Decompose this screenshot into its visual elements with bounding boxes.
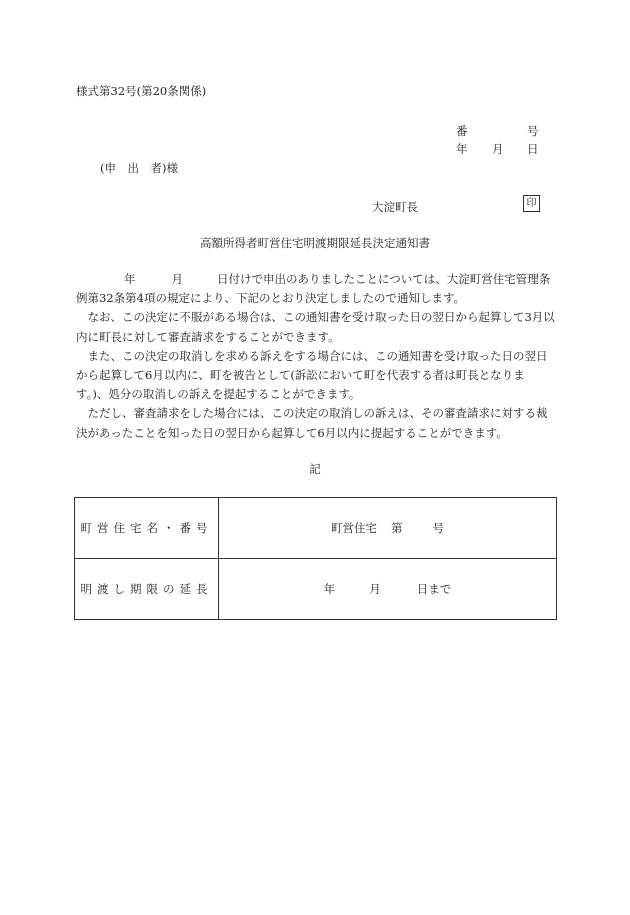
document-title: 高額所得者町営住宅明渡期限延長決定通知書	[200, 236, 430, 250]
paragraph-lawsuit: また、この決定の取消しを求める訴えをする場合には、この通知書を受け取った日の翌日から起算して6月以内に、町を被告として(訴訟において町を代表する者は町長となります。)、処分の取消しの訴えを提起することができます。	[76, 348, 548, 402]
notice-body	[76, 270, 556, 443]
first-line-text: 日付けで申出のありましたことについては、大淀町営住宅管理条	[217, 272, 551, 286]
housing-name-label: 町営住宅名・番号	[75, 498, 219, 559]
housing-name-value: 町営住宅 第 号	[219, 498, 557, 559]
paragraph-proviso: ただし、審査請求をした場合には、この決定の取消しの訴えは、その審査請求に対する裁決があったことを知った日の翌日から起算して6月以内に提起することができます。	[76, 406, 548, 440]
seal-stamp: 印	[523, 195, 540, 212]
form-number: 様式第32号(第20条関係)	[76, 84, 207, 98]
deadline-extension-label: 明渡し期限の延長	[75, 559, 219, 620]
date-day-label: 日	[527, 142, 539, 156]
document-number-unit: 号	[527, 124, 539, 138]
table-row	[75, 559, 557, 620]
date-month-label: 月	[492, 142, 504, 156]
document-number-label: 番	[456, 124, 468, 138]
paragraph-decision-rest: 例第32条第4項の規定により、下記のとおり決定しましたので通知します。	[76, 291, 466, 306]
details-table	[74, 497, 557, 620]
first-line	[76, 272, 550, 286]
ki-heading: 記	[309, 462, 321, 476]
paragraph-decision	[76, 270, 556, 308]
table-row	[75, 498, 557, 559]
month-label: 月	[171, 272, 183, 286]
date-year-label: 年	[456, 142, 468, 156]
issuer-title: 大淀町長	[372, 200, 418, 214]
deadline-extension-value: 年 月 日まで	[219, 559, 557, 620]
addressee: (申 出 者)様	[100, 161, 178, 175]
paragraph-appeal: なお、この決定に不服がある場合は、この通知書を受け取った日の翌日から起算して3月以内に町長に対して審査請求をすることができます。	[76, 310, 555, 344]
year-label: 年	[124, 272, 136, 286]
